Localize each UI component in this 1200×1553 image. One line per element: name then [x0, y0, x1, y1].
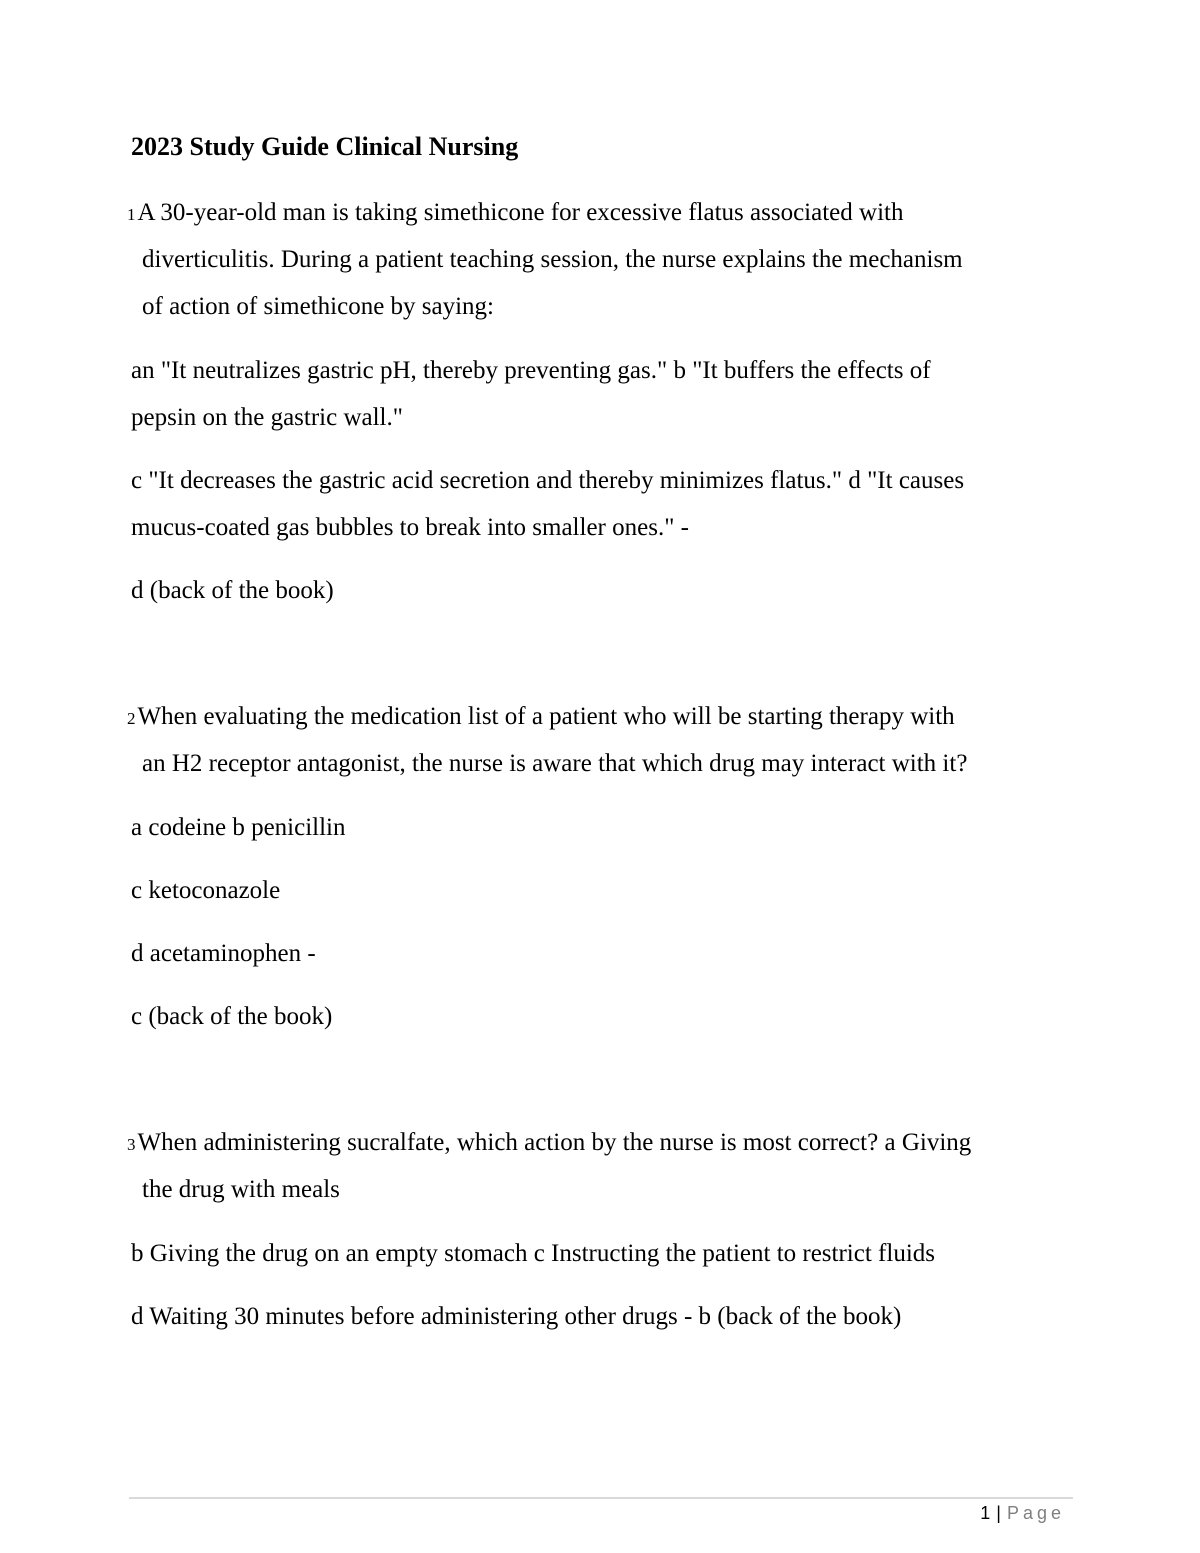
document-title: 2023 Study Guide Clinical Nursing [131, 132, 519, 161]
question-1-line-2: diverticulitis. During a patient teaching session, the nurse explains the mechanism [142, 246, 963, 273]
question-2-line-5: d acetaminophen - [131, 940, 316, 967]
question-2-line-4: c ketoconazole [131, 877, 281, 904]
question-3-line-2: the drug with meals [142, 1176, 340, 1203]
question-3-line-1: 3When administering sucralfate, which action by the nurse is most correct? a Giving [127, 1128, 971, 1160]
question-3-number: 3 [127, 1135, 136, 1154]
question-1-line-1: 1A 30-year-old man is taking simethicone for excessive flatus associated with [127, 198, 903, 230]
question-2-line-2: an H2 receptor antagonist, the nurse is aware that which drug may interact with it? [142, 750, 968, 777]
question-3-line-3: b Giving the drug on an empty stomach c Instructing the patient to restrict fluids [131, 1240, 935, 1267]
question-2-line-3: a codeine b penicillin [131, 814, 346, 841]
question-1-answer: d (back of the book) [131, 577, 334, 604]
footer-divider [129, 1497, 1073, 1499]
page-label: Page [1006, 1503, 1065, 1523]
question-1-line-4: an "It neutralizes gastric pH, thereby preventing gas." b "It buffers the effects of [131, 357, 931, 384]
question-2-number: 2 [127, 709, 136, 728]
page-number: 1 [980, 1503, 991, 1523]
page-footer [980, 1503, 1065, 1524]
question-1-number: 1 [127, 205, 136, 224]
question-2-line-1: 2When evaluating the medication list of a patient who will be starting therapy with [127, 702, 955, 734]
question-3-line-4: d Waiting 30 minutes before administering other drugs - b (back of the book) [131, 1303, 902, 1330]
question-2-answer: c (back of the book) [131, 1003, 333, 1030]
footer-separator: | [996, 1503, 1001, 1523]
question-1-line-7: mucus-coated gas bubbles to break into smaller ones." - [131, 514, 689, 541]
question-1-line-5: pepsin on the gastric wall." [131, 404, 403, 431]
question-1-line-6: c "It decreases the gastric acid secretion and thereby minimizes flatus." d "It causes [131, 467, 965, 494]
question-1-line-3: of action of simethicone by saying: [142, 293, 495, 320]
